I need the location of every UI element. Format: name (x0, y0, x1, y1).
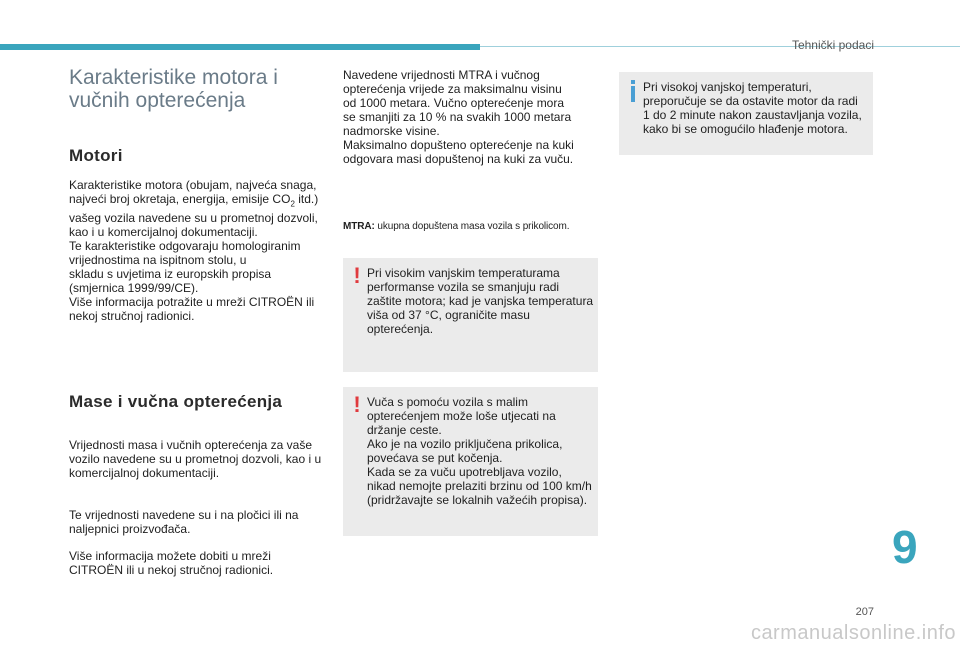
mass-paragraph-1: Vrijednosti masa i vučnih opterećenja za vaše vozilo navedene su u prometnoj dozvoli, kao i u komercijalnoj dokumentaciji. (69, 438, 322, 480)
mass-heading: Mase i vučna opterećenja (69, 392, 283, 411)
warning-box-temperature: ! Pri visokim vanjskim temperaturama performanse vozila se smanjuju radi zaštite motora; kad je vanjska temperatura viša od 37 °C, ograničite masu opterećenja. (343, 258, 598, 372)
warning-icon: ! (353, 392, 361, 417)
warning-icon: ! (353, 263, 361, 288)
section-header: Tehnički podaci (791, 38, 874, 52)
mtra-paragraph: Navedene vrijednosti MTRA i vučnog opterećenja vrijede za maksimalnu visinu od 1000 metara. Vučno opterećenje mora se smanjiti za 10 % na svakih 1000 metara nadmorske visine. Maksimalno dopušteno opterećenje na kuki odgovara masi dopuštenoj na kuki za vuču. (343, 68, 574, 166)
engines-heading: Motori (69, 146, 123, 165)
engines-text: Karakteristike motora (obujam, najveća snaga, najveći broj okretaja, energija, emisije $CO_2$ itd.) vašeg vozila navedene su u prometnoj dozvoli, kao i u komercijalnoj dokumentaciji. Te karakteristike odgovaraju homologiranim vrijednostima na ispitnom stolu, u skladu s uvjetima iz europskih propisa (smjernica 1999/99/CE). Više informacija potražite u mreži CITROËN ili nekoj stručnoj radionici. (69, 178, 327, 323)
mass-paragraph-3: Više informacija možete dobiti u mreži CITROËN ili u nekoj stručnoj radionici. (69, 549, 274, 577)
top-accent-bar (0, 44, 480, 50)
chapter-number: 9 (892, 521, 918, 573)
info-icon (628, 80, 638, 102)
page-number: 207 (855, 606, 874, 618)
info-box-cooling: Pri visokoj vanjskoj temperaturi, preporučuje se da ostavite motor da radi 1 do 2 minute nakon zaustavljanja vozila, kako bi se omogućilo hlađenje motora. (619, 72, 873, 155)
mass-paragraph-2: Te vrijednosti navedene su i na pločici ili na naljepnici proizvođača. (69, 508, 299, 536)
watermark: carmanualsonline.info (750, 622, 956, 644)
co2-line: najveći broj okretaja, energija, emisije $CO_2$ itd.) (69, 192, 319, 209)
page-title: Karakteristike motora i vučnih opterećenja (69, 66, 278, 112)
mtra-definition: MTRA: ukupna dopuštena masa vozila s prikolicom. (343, 221, 570, 232)
top-rule (480, 46, 960, 47)
warning-box-towing: ! Vuča s pomoću vozila s malim opterećenjem može loše utjecati na držanje ceste. Ako je na vozilo priključena prikolica, povećava se put kočenja. Kada se za vuču upotrebljava vozilo, nikad nemojte prelaziti brzinu od 100 km/h (pridržavajte se lokalnih važećih propisa). (343, 387, 598, 536)
